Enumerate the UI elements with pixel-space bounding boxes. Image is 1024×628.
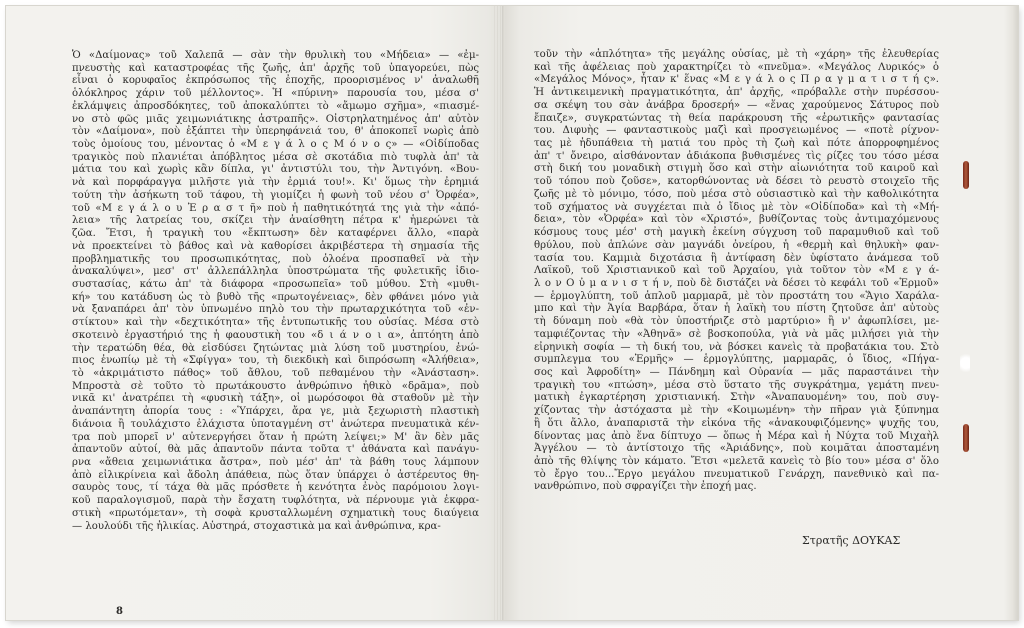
right-page: [504, 6, 1018, 620]
text-line: κοῦ παραλογισμοῦ, παρὰ τὴν ἔσχατη τυφλότητα, νὰ πέρνουμε γιὰ ἐκφρα-: [72, 495, 479, 507]
text-line: σος καὶ Ἀφροδίτη» — Πάνδημη καὶ Οὐρανία — μᾶς παραστάινει τὴν: [534, 366, 939, 378]
text-line: εἶναι ὁ κορυφαῖος ἐκπρόσωπος τῆς ἐποχῆς, προορισμένος ν' ἀναλωθῆ: [72, 75, 479, 87]
text-line: κή» του κατάδυση ὡς τὸ βυθὸ τῆς «πρωτογένειας», δὲν φθάνει μόνο γιὰ: [72, 291, 479, 303]
text-line: νανθρώπινο, ποὺ σφραγίζει τὴν ἐποχή μας.: [534, 481, 757, 493]
text-line: τραγικὸς ποὺ πλανιέται ἀπόβλητος μέσα σὲ σκοτάδια πιὸ τυφλὰ ἀπ' τὰ: [72, 151, 479, 163]
text-line: εἰρηνικὴ σοφία — τὴ δική του, νὰ βόσκει κανεὶς τὰ προβατάκια του. Στὸ: [534, 341, 939, 353]
text-line: τοὺς ὁμοίους του, μένοντας ὁ «Μ ε γ ά λ ο ς Μ ό ν ο ς» — «Οἰδίποδας: [72, 139, 479, 151]
text-line: τὸ ἔργο του...Ἔργο μεγάλου πνευματικοῦ Γενάρχη, πανεθνικὸ καὶ πα-: [534, 468, 939, 480]
text-line: νὰ προεκτείνει τὸ βάθος καὶ νὰ καθορίσει ἀκριβέστερα τὴ σημασία τῆς: [72, 240, 479, 252]
text-line: Μπροστὰ σὲ τοῦτο τὸ πρωτάκουστο ἀνθρώπινο ἠθικὸ «δρᾶμα», ποὺ: [72, 380, 479, 392]
text-line: διάνοια ἢ τουλάχιστο ἐλάχιστα ὑποταγμένη στ' ἀνώτερα πνευματικὰ κέν-: [72, 418, 479, 430]
text-line: Λαϊκοῦ, τοῦ Χριστιανικοῦ καὶ τοῦ Ἀρχαίου, γιὰ τοῦτον τὸν «Μ ε γ ά-: [534, 265, 939, 277]
text-line: νικᾶ κι' ἀνατρέπει τὴ «φυσικὴ τάξη», οἱ μωρόσοφοι θὰ σταθοῦν μὲ τὴν: [72, 393, 479, 405]
text-line: τραγικὴ του «πτώση», μέσα στὸ ὕστατο τῆς συγκράτημα, γεμάτη πνευ-: [534, 379, 939, 391]
text-line: ἀπ' τ' ὄνειρο, αἰσθάνονταν ἀδιάκοπα βυθισμένες τὶς ρίζες του τόσο μέσα: [534, 150, 939, 162]
text-line: μάτια του καὶ χωρὶς κἂν δίπλα, γι' ἀντιστύλι του, τὴν Ἀντιγόνη. «Βου-: [72, 164, 479, 176]
text-line: λ ο ν Ο ὐ μ α ν ι σ τ ή ν, ποὺ δὲ διστάζει νὰ δέσει τὸ κεφάλι τοῦ «Ἑρμοῦ»: [534, 277, 939, 289]
text-line: τοῦν τὴν «ἁπλότητα» τῆς μεγάλης οὐσίας, μὲ τὴ «χάρη» τῆς ἐλευθερίας: [534, 49, 939, 60]
book-gutter: [502, 6, 505, 620]
text-line: στικὴ «πρωτόμεταν», τὴ σοφὰ κρυσταλλωμένη σχηματικὴ τους διαύγεια: [72, 507, 479, 519]
right-page-text: [534, 49, 939, 494]
text-line: σαυρὸς τους, τί τάχα θὰ μᾶς πρόσθετε ἡ κενότητα ἐνὸς παρόμοιου λογι-: [72, 482, 479, 494]
text-line: στίκτου» καὶ τὴν «δεχτικότητα» τῆς ἐντυπωτικῆς του οὐσίας. Μέσα στὸ: [72, 317, 479, 329]
text-line: ἢ ὅτι ἄλλο, ἀναπαριστᾶ τὴν εἰκόνα τῆς «ἀνακουφιζόμενης» ψυχῆς του,: [534, 417, 939, 429]
text-line: πιος ἐνωπίῳ μὲ τὴ «Σφίγγα» του, τὴ διεκδικὴ καὶ διπρόσωπη «Ἀλήθεια»,: [72, 355, 479, 367]
text-line: Ἡ ἀντικειμενικὴ πραγματικότητα, ἀπ' ἀρχῆς, «πρόβαλλε στὴν πυρέσσου-: [534, 87, 939, 99]
binding-tear: [960, 351, 970, 375]
text-line: — λουλούδι τῆς ἡλικίας. Αὐστηρά, στοχαστικὰ μα καὶ ἀνθρώπινα, κρα-: [72, 520, 441, 532]
text-line: «Μεγάλος Μόνος», ἦταν κ' ἕνας «Μ ε γ ά λ ο ς Π ρ α γ μ α τ ι σ τ ή ς».: [534, 74, 939, 86]
book-spread: [6, 6, 1018, 620]
text-line: ὁλόκληρος χάριν τοῦ μέλλοντος». Ἡ «πύρινη» παρουσία του, μέσα σ': [72, 88, 479, 100]
text-line: τὴν τερατώδη θέα, θὰ εἰσδύσει ζητώντας μιὰ λύση τοῦ μυστηρίου, ἐνώ-: [72, 342, 479, 354]
text-line: τὸν «Δαίμονα», ποὺ ἐξάπτει τὴν ὑπερηφάνειά του, θ' ἀποκοπεῖ νωρὶς ἀπὸ: [72, 126, 479, 138]
text-line: δεια», τὸν «Ὀρφέα» καὶ τὸν «Χριστό», βυθίζοντας τοὺς ἀντιμαχόμενους: [534, 214, 939, 226]
text-line: ἀπὸ εἰλικρίνεια καὶ ἄδολη ἀπάθεια, πὼς ὅταν ὑπάρχει ὁ ἀστέρευτος θη-: [72, 469, 479, 481]
text-line: χίζοντας τὴν ἀστόχαστα μὲ τὴν «Κοιμωμένη» τὴν πῆραν γιὰ ξύπνημα: [534, 405, 939, 417]
text-line: τοῦ «Μ ε γ ά λ ο υ Ἐ ρ α σ τ ῆ» ποὺ ἡ παθητικότητά της γιὰ τὴν «ἀπό-: [72, 202, 479, 214]
text-line: ρνα «ἄθεια χειμωνιάτικα ἄστρα», ποὺ μέσ' ἀπ' τὰ βάθη τους λάμπουν: [72, 457, 479, 468]
page-right-edge: [1004, 6, 1018, 620]
page-edge: [492, 6, 502, 620]
text-line: ἐκλάμψεις ἀπροσδόκητες, τοῦ ἀποκαλύπτει τὸ «ἄμωμο σχῆμα», «πιασμέ-: [72, 100, 479, 112]
staple-icon: [963, 424, 969, 452]
text-line: θρύλου, ποὺ ἁπλώνε σὰν μαγνάδι ὀνείρου, ἡ «θερμὴ καὶ θηλυκὴ» φαν-: [534, 239, 939, 251]
author-signature: Στρατῆς ΔΟΥΚΑΣ: [802, 534, 901, 547]
text-line: Ὁ «Δαίμονας» τοῦ Χαλεπᾶ — σὰν τὴν θρυλικὴ του «Μήδεια» — «ἐμ-: [72, 50, 479, 61]
text-line: ἔπαιζε», συγκρατώντας τὴ θεία παράκρουση τῆς «ἐρωτικῆς» φαντασίας: [534, 112, 939, 124]
text-line: προβληματικῆς του προσωπικότητας, ποὺ ὁλοένα προσπαθεῖ νὰ τὴν: [72, 253, 479, 265]
text-line: λεια» τῆς λατρείας του, σκίζει τὴν ἀναίσθητη πέτρα κ' ἡμερώνει τὰ: [72, 215, 479, 227]
text-line: σα σκέψη του σὰν ἀνάβρα δροσερή» — «ἕνας χαρούμενος Σάτυρος ποὺ: [534, 99, 939, 111]
text-line: τοῦ τόπου ποὺ ζοῦσε», κατορθώνοντας νὰ δέσει τὸ ρευστὸ στοιχεῖο τῆς: [534, 176, 939, 188]
text-line: ταμφιέζοντας τὴν «Ἀθηνᾶ» σὲ βοσκοπούλα, γιὰ νὰ μᾶς μιλήσει γιὰ τὴν: [534, 328, 939, 340]
left-page: [6, 6, 504, 620]
text-line: τούτη τὴν ἀσήκωτη τοῦ τάφου, τὴ γιομίζει ἡ φωνὴ τοῦ νέου σ' Ὀρφέα»,: [72, 189, 479, 201]
text-line: πνευστὴς καὶ καταστροφέας τῆς ζωῆς, ἀπ' ἀρχῆς τοῦ ὑπαγορεύει, πὼς: [72, 62, 479, 74]
page-number: 8: [116, 606, 123, 617]
text-line: τρα ποὺ μπορεῖ ν' αὐτενεργήσει ὅταν ἡ πρώτη λείψει;» Μ' ἂν δὲν μᾶς: [72, 431, 479, 443]
text-line: τὴ δύναμη ποὺ «θὰ τὸν ὑποστήριζε στὸ μαρτύριο» ἢ ν' ἀφωπλίσει, με-: [534, 316, 939, 328]
text-line: ζῶα. Ἔτσι, ἡ τραγικὴ του «ἔκπτωση» δὲν καταφέρνει ἄλλο, «παρὰ: [72, 228, 479, 240]
text-line: καὶ τῆς ἀφέλειας ποὺ χαρακτηρίζει τὸ «πνεῦμα». «Μεγάλος Λυρικός» ὁ: [534, 61, 939, 73]
text-line: τοῦ σχήματος νὰ συγχέεται πιὰ ὁ ἴδιος μὲ τὸν «Οἰδίποδα» καὶ τὴ «Μή-: [534, 201, 939, 213]
text-line: δίνοντας μας ἀπὸ ἕνα δίπτυχο — ὅπως ἡ Μέρα καὶ ἡ Νύχτα τοῦ Μιχαὴλ: [534, 430, 939, 442]
text-line: νὰ καὶ πορφάραγγα μιλῆστε γιὰ τὴν ἐρμιά του!». Κι' ὅμως τὴν ἐρημιά: [72, 177, 479, 189]
text-line: ματικὴ ἐγκαρτέρηση χριστιανική. Στὴν «Ἀναπαυομένη» του, ποὺ συγ-: [534, 392, 939, 404]
text-line: — ἑρμογλύπτη, τοῦ ἁπλοῦ μαρμαρᾶ, μὲ τὸν προστάτη του «Ἅγιο Χαράλα-: [534, 290, 939, 302]
text-line: ἀναπάντητη ἀπορία τους : «Ὑπάρχει, ἄρα γε, μιὰ ξεχωριστὴ πλαστικὴ: [72, 406, 479, 418]
text-line: τασία του. Καμμιὰ διχοτάσια ἢ ἀντίφαση δὲν ὑφίστατο ἀνάμεσα τοῦ: [534, 252, 939, 264]
staple-icon: [963, 161, 969, 189]
text-line: τὸ «ἀκριμάτιστο πάθος» τοῦ ἄθλου, τοῦ πεθαμένου τὴν «Ἀνάσταση».: [72, 367, 479, 379]
text-line: νο στὸ φῶς μιᾶς χειμωνιάτικης ἀστραπῆς». Οἰστρηλατημένος ἀπ' αὐτὸν: [72, 113, 479, 125]
text-line: σκοτεινὸ ἐργαστήριό της ἡ φαουστικὴ του «δ ι ά ν ο ι α», ἀπτόητη ἀπὸ: [72, 329, 479, 341]
text-line: στὴ δική του μοναδικὴ στιγμὴ ὅσο καὶ στὴν αἰωνιότητα τοῦ καιροῦ καὶ: [534, 163, 939, 175]
text-line: Ἀγγέλου — τὸ ἀντίστοιχο τῆς «Ἀριάδνης», ποὺ κοιμᾶται ἀποσταμένη: [534, 443, 939, 455]
text-line: ζωῆς μὲ τὸ μόνιμο, τόσο, ποὺ μέσα στὸ οὐσιαστικὸ καὶ τὴν καθολικότητα: [534, 188, 939, 200]
text-line: ἀπὸ τῆς θλίψης τὸν κάματο. Ἔτσι «μελετᾶ κανεὶς τὸ βίο του» μέσα σ' ὅλο: [534, 456, 939, 467]
text-line: νὰ ξαναπάρει ἀπ' τὸν ὑπνωμένο πηλὸ του τὴν πρωταρχικότητα τοῦ «ἐν-: [72, 304, 479, 316]
text-line: του. Διφυὴς — φανταστικοὺς μαζὶ καὶ προσγειωμένος — «ποτὲ ρίχνον-: [534, 125, 939, 137]
text-line: κόσμους τους μέσ' στὴ μαγικὴ ἐκείνη σύγχυση τοῦ παραμυθιοῦ καὶ τοῦ: [534, 227, 939, 239]
text-line: ἀνακαλύψει», μεσ' στ' ἀλλεπάλληλα ὑποστρώματα τῆς φυλετικῆς ἰδιο-: [72, 266, 479, 278]
text-line: τας μὲ ἡδυπάθεια τὴ ματιά του πρὸς τὴ ζωὴ καὶ πότε ἀπορροφημένος: [534, 138, 939, 150]
text-line: συστασίας, κάτω ἀπ' τὰ διάφορα «προσωπεῖα» τοῦ μύθου. Στὴ «μυθι-: [72, 278, 479, 290]
text-line: ἀπαντοῦν αὐτοί, θὰ μᾶς ἀπαντοῦν πάντα τοῦτα τ' ἀθάνατα καὶ πανάγυ-: [72, 444, 479, 456]
text-line: συμπλεγμα του «Ἑρμῆς» — ἑρμογλύπτης, μαρμαρᾶς, ὁ ἴδιος, «Πήγα-: [534, 354, 939, 366]
text-line: μπο καὶ τὴν Ἁγία Βαρβάρα, ὅταν ἡ λαϊκὴ του πίστη ζητοῦσε ἀπ' αὐτοὺς: [534, 303, 939, 315]
left-page-text: [72, 50, 479, 533]
